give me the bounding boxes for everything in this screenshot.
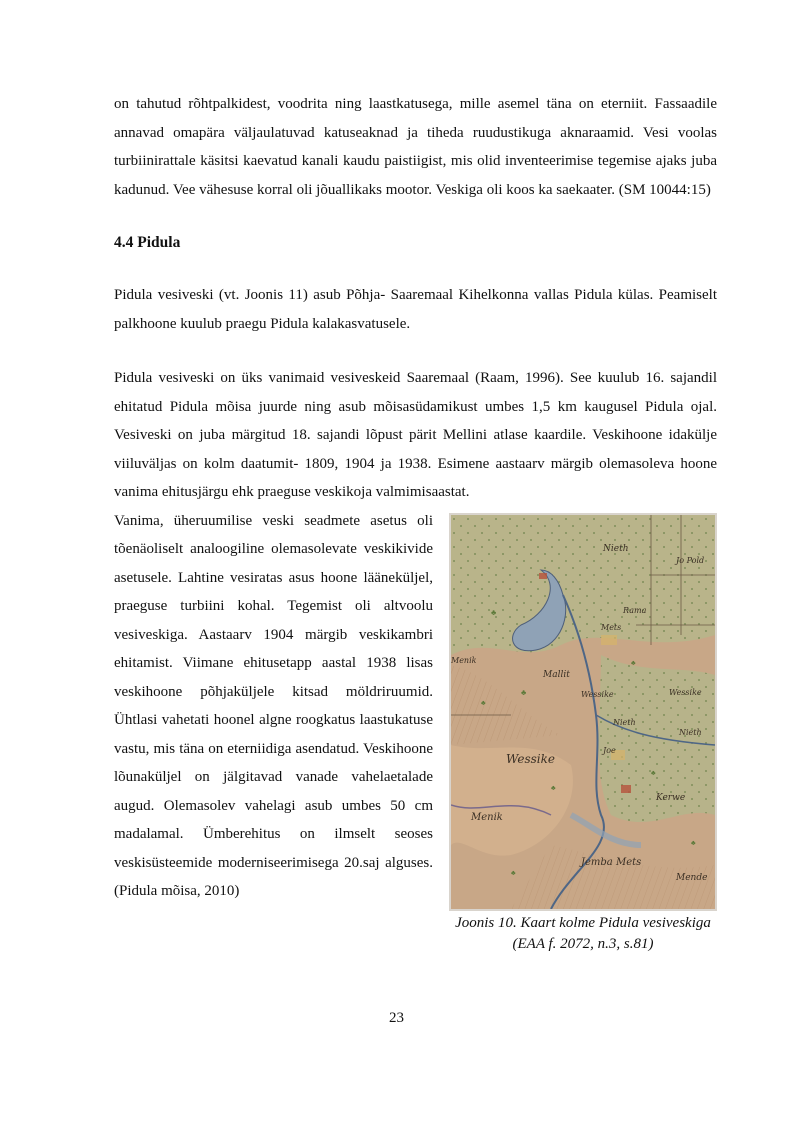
- page-number: 23: [389, 1010, 404, 1026]
- historic-map-image: [449, 513, 717, 911]
- svg-text:♣: ♣: [691, 838, 696, 847]
- map-label: Wessike: [506, 751, 555, 766]
- section-heading: 4.4 Pidula: [114, 234, 181, 251]
- map-label: Menik: [451, 655, 477, 665]
- svg-text:♣: ♣: [651, 768, 656, 777]
- figure-map: [449, 513, 717, 955]
- paragraph-history: Pidula vesiveski on üks vanimaid vesiveskeid Saaremaal (Raam, 1996). See kuulub 16. sajandil ehitatud Pidula mõisa juurde ning asub mõisasüdamikust umbes 1,5 km kaugusel Pidula ojal. Vesiveski on juba märgitud 18. sajandi lõpust pärit Mellini atlase kaardile. Veskihoone idakülje viiluväljas on kolm daatumit- 1809, 1904 ja 1938. Esimene aastaarv märgib olemasoleva hoone vanima ehitusjärgu ehk praeguse veskikoja valmimisaastat.: [114, 370, 717, 500]
- map-label: Mende: [676, 872, 708, 883]
- svg-text:♣: ♣: [521, 687, 527, 697]
- map-label: Jemba Mets: [581, 856, 642, 868]
- paragraph-intro: on tahutud rõhtpalkidest, voodrita ning laastkatusega, mille asemel täna on eterniit. Fassaadile annavad omapära väljaulatuvad katuseaknad ja tiheda ruudustikuga aknaraamid. Vesi voolas turbiinirattale käsitsi kaevatud kanali kaudu paistiigist, mis olid inventeerimise tegemise ajaks juba kadunud. Vee vähesuse korral oli jõuallikaks mootor. Veskiga oli koos ka saekaater. (SM 10044:15): [114, 96, 717, 198]
- document-page: [114, 90, 717, 955]
- map-label: Jo Pold: [676, 555, 705, 565]
- map-label: Nieth: [613, 717, 636, 727]
- svg-text:♣: ♣: [491, 607, 497, 617]
- paragraph-building: Vanima, üheruumilise veski seadmete asetus oli tõenäoliselt analoogiline olemasolevate veskikivide asetusele. Lahtine vesiratas asus hoone lääneküljel, praeguse turbiini kohal. Tegemist oli altvoolu vesiveskiga. Aastaarv 1904 märgib veskikambri ehitamist. Viimane ehitusetapp aastal 1938 lisas veskihoone põhjaküljele kitsad möldriruumid. Ühtlasi vahetati hoonel algne roogkatus laastukatuse vastu, mis täna on eterniidiga asendatud. Veskihoone lõunaküljel on jälgitavad vanade vahelaetalade augud. Olemasolev vahelagi asub umbes 50 cm madalamal. Ümberehitus on ilmselt seoses veskisüsteemide moderniseerimisega 20.saj alguses. (Pidula mõisa, 2010): [114, 512, 433, 899]
- map-label: Nieth: [679, 727, 702, 737]
- map-label: Mallit: [543, 669, 570, 680]
- map-label: Menik: [471, 811, 503, 823]
- map-label: Rama: [623, 605, 647, 615]
- paragraph-location: Pidula vesiveski (vt. Joonis 11) asub Põhja- Saaremaal Kihelkonna vallas Pidula külas. Peamiselt palkhoone kuulub praegu Pidula kalakasvatusele.: [114, 287, 717, 332]
- svg-text:♣: ♣: [551, 783, 556, 792]
- svg-text:♣: ♣: [511, 868, 516, 877]
- svg-text:♣: ♣: [631, 658, 636, 667]
- map-label: Wessike: [581, 689, 614, 699]
- map-label: Nieth: [603, 543, 629, 554]
- map-label: Kerwe: [656, 792, 686, 803]
- map-label: Mets: [601, 622, 622, 632]
- figure-caption: Joonis 10. Kaart kolme Pidula vesiveskiga (EAA f. 2072, n.3, s.81): [455, 914, 711, 952]
- map-label: Wessike: [669, 687, 702, 697]
- map-label: Joe: [603, 745, 616, 755]
- svg-text:♣: ♣: [481, 698, 486, 707]
